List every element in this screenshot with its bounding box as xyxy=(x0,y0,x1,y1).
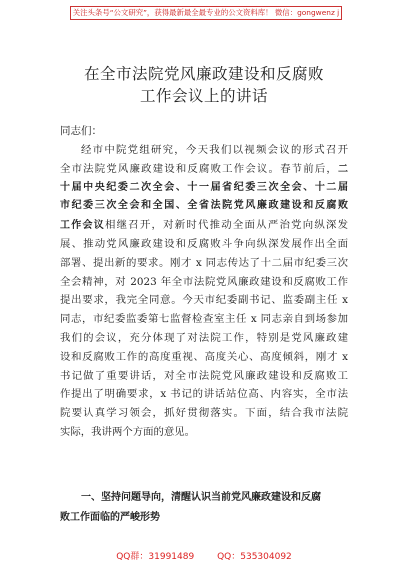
body-line-bold: 市纪委三次全会和全国、全省法院党风廉政建设和反腐败 xyxy=(60,200,348,212)
section-heading xyxy=(60,488,352,528)
body-line: 全会精神，对 2023 年全市法院党风廉政建设和反腐败工作 xyxy=(60,275,348,288)
salutation: 同志们： xyxy=(60,125,102,137)
body-line: 同志，市纪委监委第七监督检查室主任 x 同志亲自到场参加 xyxy=(60,313,348,326)
body-line: 作提出了明确要求，x 书记的讲话站位高、内容实，全市法 xyxy=(60,388,348,401)
body-line: 我们的会议，充分体现了对法院工作，特别是党风廉政建 xyxy=(60,331,348,344)
document-title-line-2: 工作会议上的讲话 xyxy=(139,87,268,105)
bold-text: 二 xyxy=(338,163,348,175)
body-line: 实际，我讲两个方面的意见。 xyxy=(60,425,196,438)
body-line xyxy=(60,216,348,235)
section-heading-line: 败工作面临的严峻形势 xyxy=(60,512,160,523)
body-line-bold: 十届中央纪委二次全会、十一届省纪委三次全会、十二届 xyxy=(60,181,348,193)
body-line: 展、推动党风廉政建设和反腐败斗争向纵深发展作出全面 xyxy=(60,237,348,250)
body-line: 院要认真学习领会，抓好贯彻落实。下面，结合我市法院 xyxy=(60,407,348,420)
qq-group-text: QQ群：31991489 xyxy=(116,552,195,562)
body-line-text: 相继召开，对新时代推动全面从严治党向纵深发 xyxy=(104,219,349,232)
body-line: 部署、提出新的要求。刚才 x 同志传达了十二届市纪委三次 xyxy=(60,256,348,269)
body-line: 书记做了重要讲话，对全市法院党风廉政建设和反腐败工 xyxy=(60,369,348,382)
header-banner: 关注头条号“公文研究”，获得最新最全最专业的公文资料库！ 微信：gongwenz j xyxy=(70,6,342,20)
body-line: 经市中院党组研究，今天我们以视频会议的形式召开 xyxy=(81,144,348,156)
body-line: 提出要求，我完全同意。今天市纪委副书记、监委副主任 x xyxy=(60,294,348,307)
body-line-text: 全市法院党风廉政建设和反腐败工作会议。春节前后， xyxy=(60,162,338,175)
document-title-line-1: 在全市法院党风廉政建设和反腐败 xyxy=(83,65,324,83)
bold-text: 工作会议 xyxy=(60,220,105,232)
section-heading-line: 一、坚持问题导向，清醒认识当前党风廉政建设和反腐 xyxy=(81,492,321,503)
qq-text: QQ：535304092 xyxy=(217,552,292,562)
body-line xyxy=(60,160,348,179)
body-line: 设和反腐败工作的高度重视、高度关心、高度倾斜，刚才 x xyxy=(60,350,348,363)
speech-body xyxy=(60,141,348,442)
footer-contact xyxy=(0,549,408,562)
